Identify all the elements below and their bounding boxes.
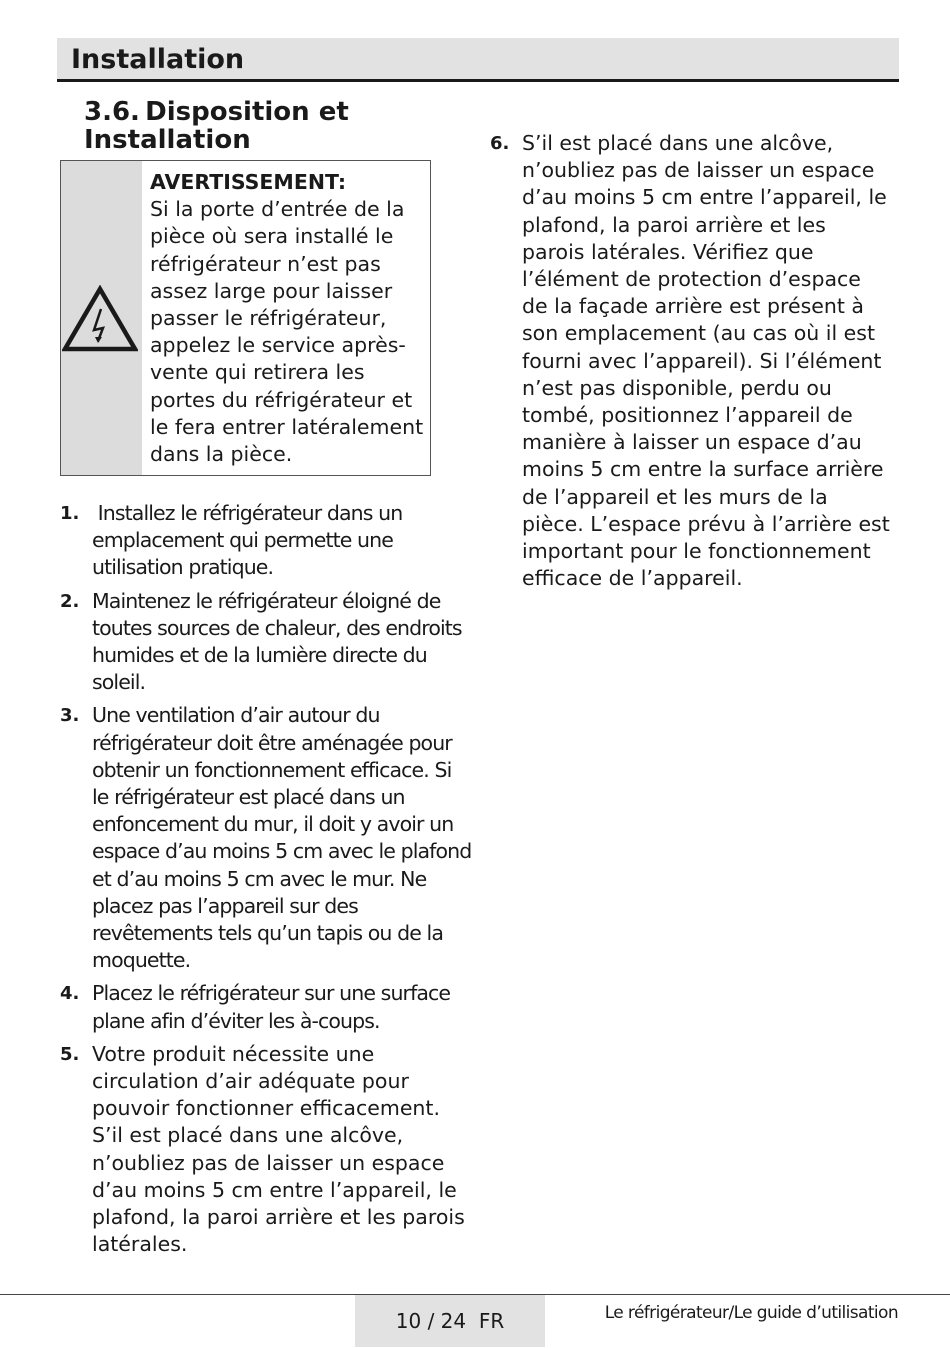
list-item bbox=[490, 130, 890, 592]
item-number: 4. bbox=[60, 983, 80, 1005]
item-text: Votre produit nécessite une circulation d’air adéquate pour pouvoir fonctionner efficacement. S’il est placé dans une alcôve, n’oubliez pas de laisser un espace d’au moins 5 cm entre l’appareil, le plafond, la paroi arrière et les parois latérales. bbox=[92, 1041, 465, 1257]
section-title: 3.6. Disposition et Installation bbox=[84, 97, 349, 155]
list-item bbox=[60, 588, 472, 697]
item-number: 3. bbox=[60, 705, 80, 727]
item-number: 2. bbox=[60, 590, 80, 612]
page-number: 10 / 24 FR bbox=[355, 1295, 545, 1347]
warning-body: Si la porte d’entrée de la pièce où sera installé le réfrigérateur n’est pas assez large pour laisser passer le réfrigérateur, appelez le service après-vente qui retirera les portes du réfrigérateur et le fera entrer latéralement dans la pièce. bbox=[150, 197, 424, 467]
item-text: Une ventilation d’air autour du réfrigérateur doit être aménagée pour obtenir un fonctionnement efficace. Si le réfrigérateur est placé dans un enfoncement du mur, il doit y avoir un espace d’au moins 5 cm avec le plafond et d’au moins 5 cm avec le mur. Ne placez pas l’appareil sur des revêtements tels qu’un tapis ou de la moquette. bbox=[92, 703, 472, 973]
warning-heading: AVERTISSEMENT: bbox=[150, 170, 347, 194]
item-number: 1. bbox=[60, 503, 80, 524]
list-item bbox=[60, 702, 472, 974]
list-item bbox=[60, 980, 472, 1034]
item-text: Placez le réfrigérateur sur une surface plane afin d’éviter les à-coups. bbox=[92, 981, 451, 1033]
item-text: S’il est placé dans une alcôve, n’oubliez pas de laisser un espace d’au moins 5 cm entre l’appareil, le plafond, la paroi arrière et les parois latérales. Vérifiez que l’élément de protection d’espace de la façade arrière est présent à son emplacement (au cas où il est fourni avec l’appareil). Si l’élément n’est pas disponible, perdu ou tombé, positionnez l’appareil de manière à laisser un espace d’au moins 5 cm entre la surface arrière de l’appareil et les murs de la pièce. L’espace prévu à l’arrière est important pour le fonctionnement efficace de l’appareil. bbox=[522, 131, 890, 591]
item-text: Installez le réfrigérateur dans un emplacement qui permette une utilisation pratique. bbox=[92, 501, 408, 580]
warning-box bbox=[60, 160, 431, 476]
document-title: Le réfrigérateur/Le guide d’utilisation bbox=[604, 1303, 898, 1323]
warning-icon-column bbox=[61, 161, 142, 475]
header-title: Installation bbox=[71, 44, 245, 75]
item-text: Maintenez le réfrigérateur éloigné de toutes sources de chaleur, des endroits humides et de la lumière directe du soleil. bbox=[92, 588, 462, 695]
list-item bbox=[60, 500, 472, 582]
item-number: 6. bbox=[490, 133, 510, 154]
list-item bbox=[60, 1041, 472, 1259]
electric-shock-warning-icon bbox=[62, 285, 138, 353]
instruction-list-left bbox=[60, 500, 472, 1264]
header-band bbox=[57, 38, 899, 82]
warning-text bbox=[150, 169, 430, 468]
instruction-list-right bbox=[490, 130, 890, 598]
item-number: 5. bbox=[60, 1043, 80, 1065]
